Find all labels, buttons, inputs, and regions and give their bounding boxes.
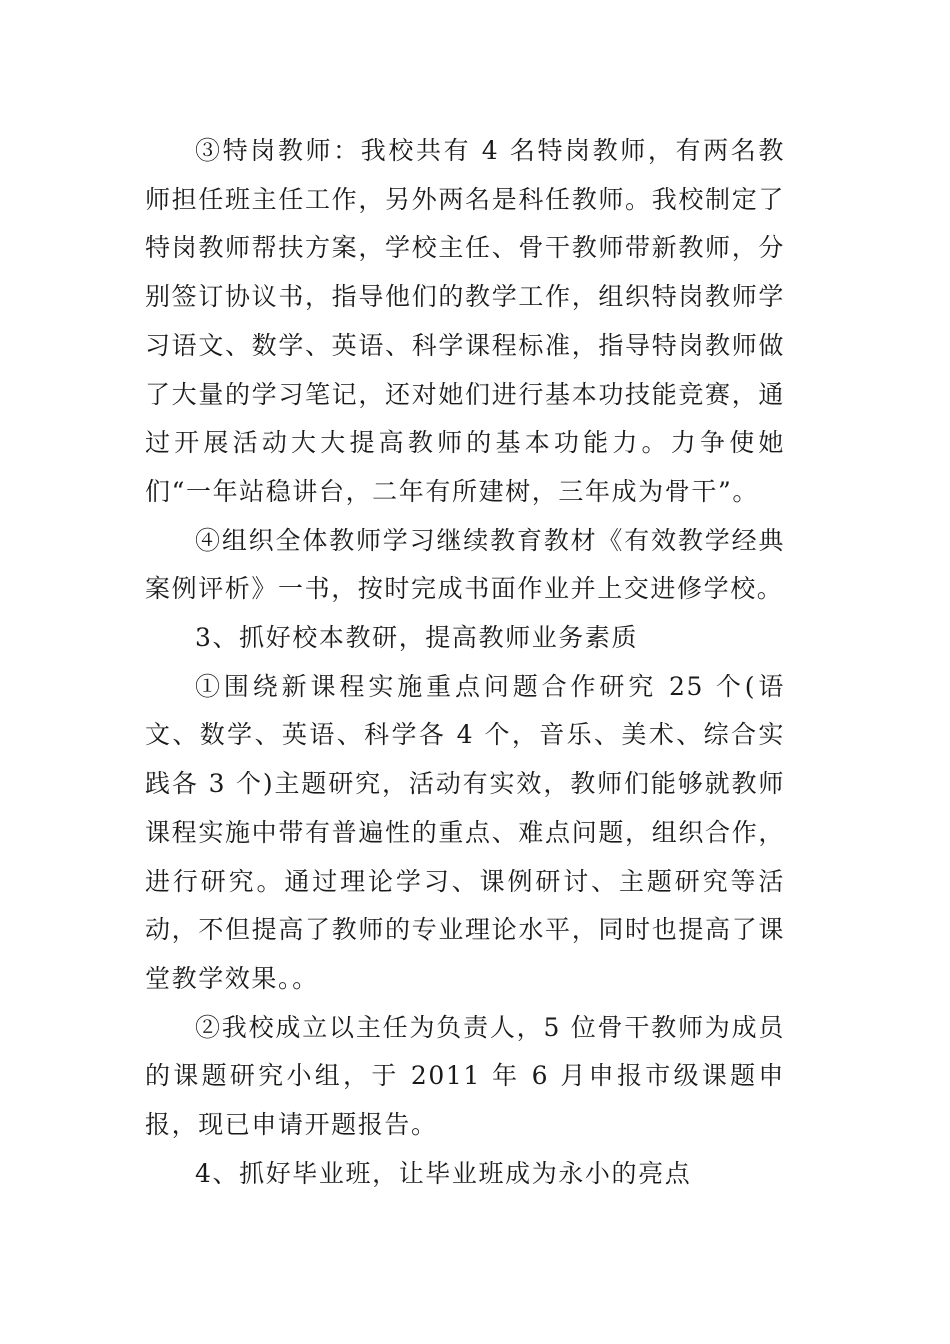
- document-body: [145, 127, 785, 1198]
- paragraph-continuing-education: ④组织全体教师学习继续教育教材《有效教学经典案例评析》一书，按时完成书面作业并上交进修学校。: [145, 525, 785, 604]
- paragraph-research-group: ②我校成立以主任为负责人，5 位骨干教师为成员的课题研究小组，于 2011 年 6 月申报市级课题申报，现已申请开题报告。: [145, 1012, 785, 1140]
- paragraph-cooperative-research: ①围绕新课程实施重点问题合作研究 25 个(语文、数学、英语、科学各 4 个，音乐、美术、综合实践各 3 个)主题研究，活动有实效，教师们能够就教师课程实施中带有普遍性的重点、难点问题，组织合作，进行研究。通过理论学习、课例研讨、主题研究等活动，不但提高了教师的专业理论水平，同时也提高了课堂教学效果。。: [145, 671, 785, 993]
- section-heading-graduating-class: 4、抓好毕业班，让毕业班成为永小的亮点: [195, 1158, 692, 1188]
- paragraph-special-post-teachers: ③特岗教师：我校共有 4 名特岗教师，有两名教师担任班主任工作，另外两名是科任教师。我校制定了特岗教师帮扶方案，学校主任、骨干教师带新教师，分别签订协议书，指导他们的教学工作，组织特岗教师学习语文、数学、英语、科学课程标准，指导特岗教师做了大量的学习笔记，还对她们进行基本功技能竞赛，通过开展活动大大提高教师的基本功能力。力争使她们“一年站稳讲台，二年有所建树，三年成为骨干”。: [145, 136, 785, 506]
- section-heading-school-research: 3、抓好校本教研，提高教师业务素质: [195, 623, 639, 653]
